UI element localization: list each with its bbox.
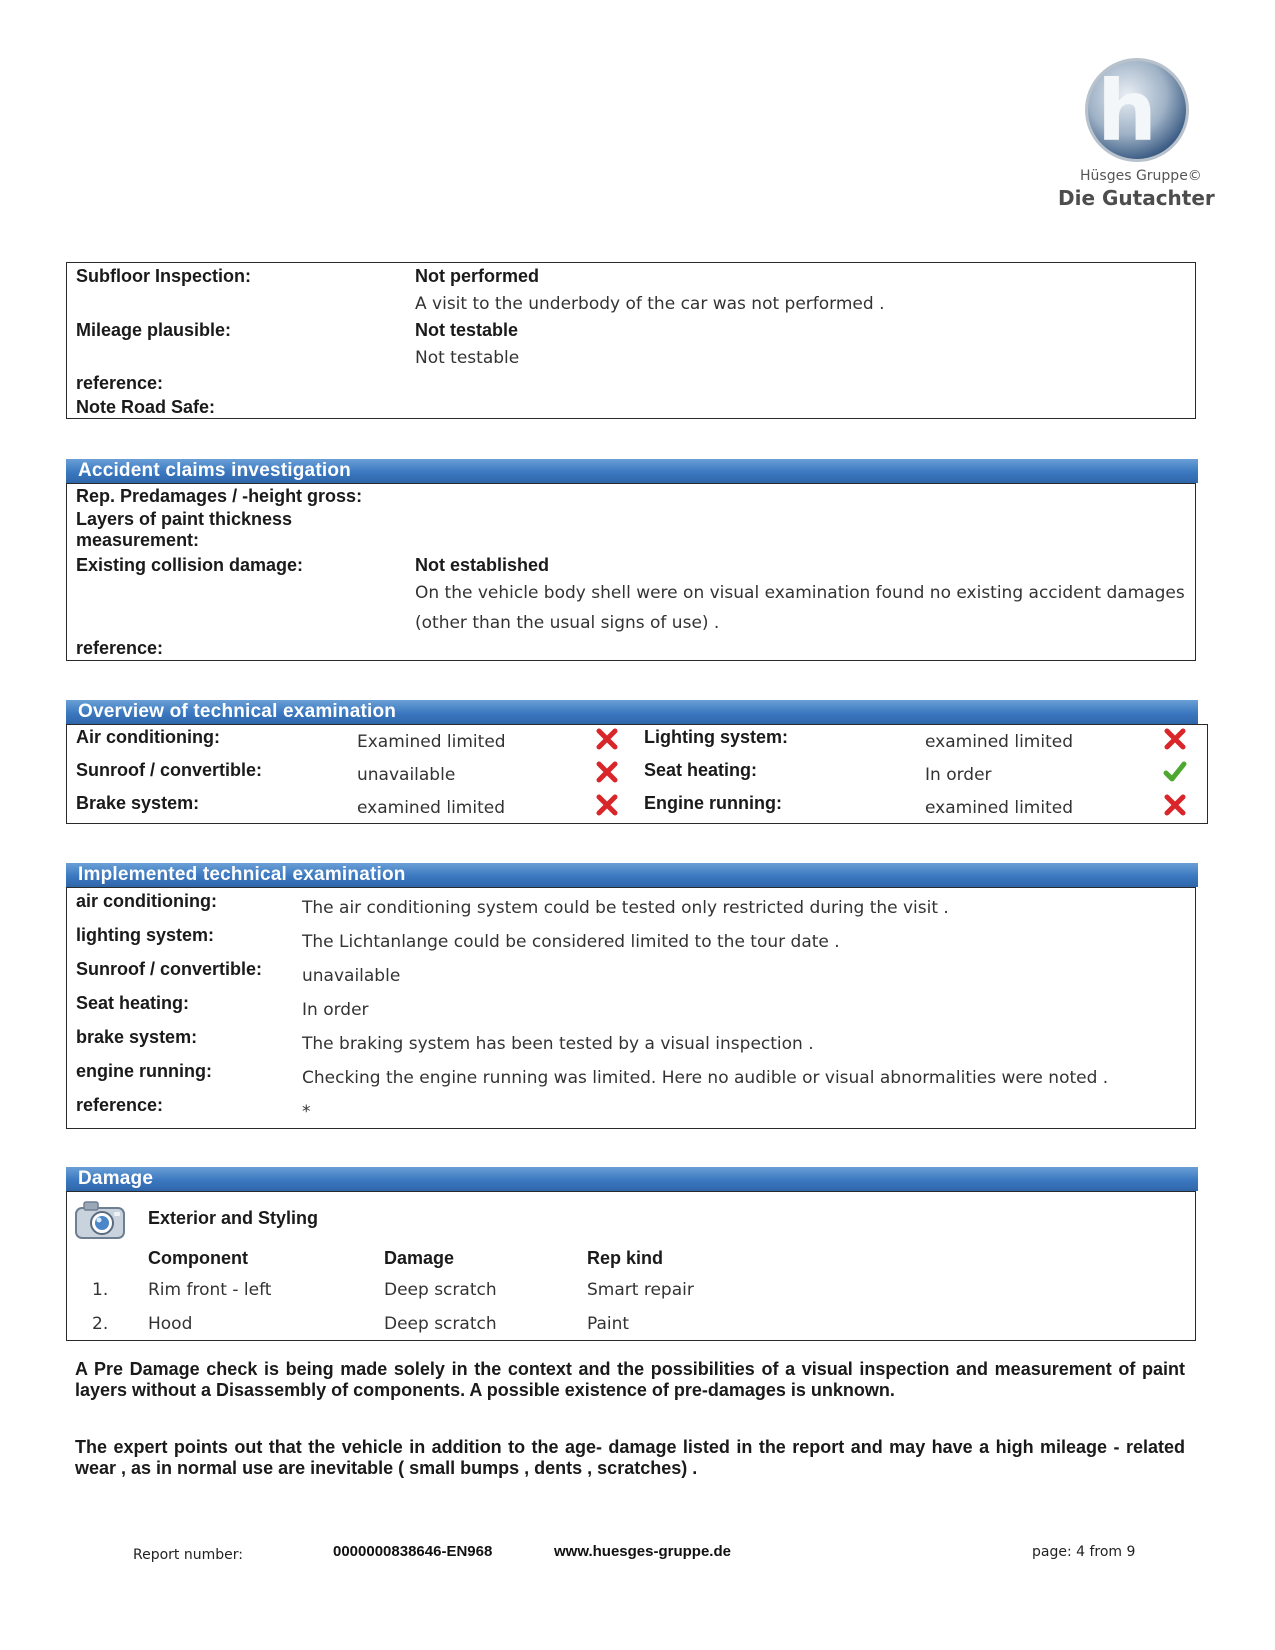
- report-number-label: Report number:: [133, 1547, 243, 1563]
- logo-brand-line1: Hüsges Gruppe©: [1080, 168, 1202, 184]
- x-icon: [594, 759, 620, 785]
- implemented-row-label: reference:: [76, 1095, 164, 1115]
- website-link[interactable]: www.huesges-gruppe.de: [554, 1543, 731, 1560]
- overview-right-value: In order: [925, 765, 992, 785]
- implemented-row-value: Checking the engine running was limited. Here no audible or visual abnormalities were noted .: [302, 1068, 1109, 1088]
- implemented-row-label: Seat heating:: [76, 993, 190, 1013]
- mileage-note: Not testable: [415, 348, 520, 368]
- mileage-label: Mileage plausible:: [76, 320, 232, 340]
- overview-left-label: Sunroof / convertible:: [76, 760, 263, 780]
- page-indicator: page: 4 from 9: [1032, 1544, 1136, 1560]
- overview-left-value: unavailable: [357, 765, 456, 785]
- x-icon: [1162, 792, 1188, 818]
- overview-right-label: Lighting system:: [644, 727, 789, 747]
- damage-section-title: Damage: [66, 1167, 1198, 1191]
- overview-left-label: Brake system:: [76, 793, 200, 813]
- implemented-row-value: *: [302, 1102, 311, 1122]
- report-number: 0000000838646-EN968: [333, 1543, 493, 1560]
- damage-row-damage: Deep scratch: [384, 1314, 497, 1334]
- predamage-label: Rep. Predamages / -height gross:: [76, 486, 363, 506]
- implemented-row-value: In order: [302, 1000, 369, 1020]
- accident-reference-label: reference:: [76, 638, 164, 658]
- damage-row-component: Hood: [148, 1314, 193, 1334]
- implemented-row-value: unavailable: [302, 966, 401, 986]
- paint-label-line1: Layers of paint thickness: [76, 509, 293, 529]
- collision-note-line2: (other than the usual signs of use) .: [415, 613, 720, 633]
- x-icon: [594, 726, 620, 752]
- collision-note-line1: On the vehicle body shell were on visual examination found no existing accident damages: [415, 583, 1185, 603]
- implemented-row-value: The Lichtanlange could be considered limited to the tour date .: [302, 932, 840, 952]
- collision-value: Not established: [415, 555, 550, 575]
- damage-section-name: Exterior and Styling: [148, 1208, 319, 1228]
- damage-row-rep-kind: Paint: [587, 1314, 630, 1334]
- implemented-row-label: engine running:: [76, 1061, 212, 1081]
- overview-left-label: Air conditioning:: [76, 727, 220, 747]
- overview-right-value: examined limited: [925, 798, 1073, 818]
- damage-header-damage: Damage: [384, 1248, 455, 1268]
- implemented-row-value: The braking system has been tested by a visual inspection .: [302, 1034, 814, 1054]
- damage-row-damage: Deep scratch: [384, 1280, 497, 1300]
- damage-row-number: 1.: [92, 1280, 109, 1300]
- x-icon: [1162, 726, 1188, 752]
- checkmark-icon: [1162, 759, 1188, 785]
- damage-row-number: 2.: [92, 1314, 109, 1334]
- wear-note: The expert points out that the vehicle in addition to the age- damage listed in the report and may have a high mileage - related wear , as in normal use are inevitable ( small bumps , dents , scratches) .: [75, 1437, 1185, 1478]
- implemented-section-title: Implemented technical examination: [66, 863, 1198, 887]
- implemented-row-label: brake system:: [76, 1027, 198, 1047]
- implemented-row-label: lighting system:: [76, 925, 215, 945]
- pre-damage-note: A Pre Damage check is being made solely in the context and the possibilities of a visual inspection and measurement of paint layers without a Disassembly of components. A possible existence of pre-damages is unknown.: [75, 1359, 1185, 1400]
- subfloor-note: A visit to the underbody of the car was not performed .: [415, 294, 885, 314]
- inspection-reference-label: reference:: [76, 373, 164, 393]
- damage-row-rep-kind: Smart repair: [587, 1280, 694, 1300]
- overview-section-title: Overview of technical examination: [66, 700, 1198, 724]
- overview-left-value: examined limited: [357, 798, 505, 818]
- road-safe-label: Note Road Safe:: [76, 397, 216, 417]
- implemented-row-label: Sunroof / convertible:: [76, 959, 263, 979]
- company-logo: [1055, 58, 1215, 218]
- accident-section-title: Accident claims investigation: [66, 459, 1198, 483]
- implemented-row-value: The air conditioning system could be tested only restricted during the visit .: [302, 898, 949, 918]
- collision-label: Existing collision damage:: [76, 555, 304, 575]
- implemented-box: [66, 887, 1196, 1129]
- subfloor-label: Subfloor Inspection:: [76, 266, 251, 286]
- damage-header-rep-kind: Rep kind: [587, 1248, 664, 1268]
- logo-brand-line2: Die Gutachter: [1058, 186, 1215, 210]
- overview-right-value: examined limited: [925, 732, 1073, 752]
- damage-row-component: Rim front - left: [148, 1280, 272, 1300]
- mileage-value: Not testable: [415, 320, 519, 340]
- logo-h-mark: h: [1097, 62, 1157, 160]
- overview-left-value: Examined limited: [357, 732, 506, 752]
- paint-label-line2: measurement:: [76, 530, 200, 550]
- overview-right-label: Seat heating:: [644, 760, 758, 780]
- x-icon: [594, 792, 620, 818]
- damage-header-component: Component: [148, 1248, 248, 1268]
- subfloor-value: Not performed: [415, 266, 540, 286]
- camera-icon: [74, 1198, 126, 1240]
- implemented-row-label: air conditioning:: [76, 891, 217, 911]
- overview-right-label: Engine running:: [644, 793, 782, 813]
